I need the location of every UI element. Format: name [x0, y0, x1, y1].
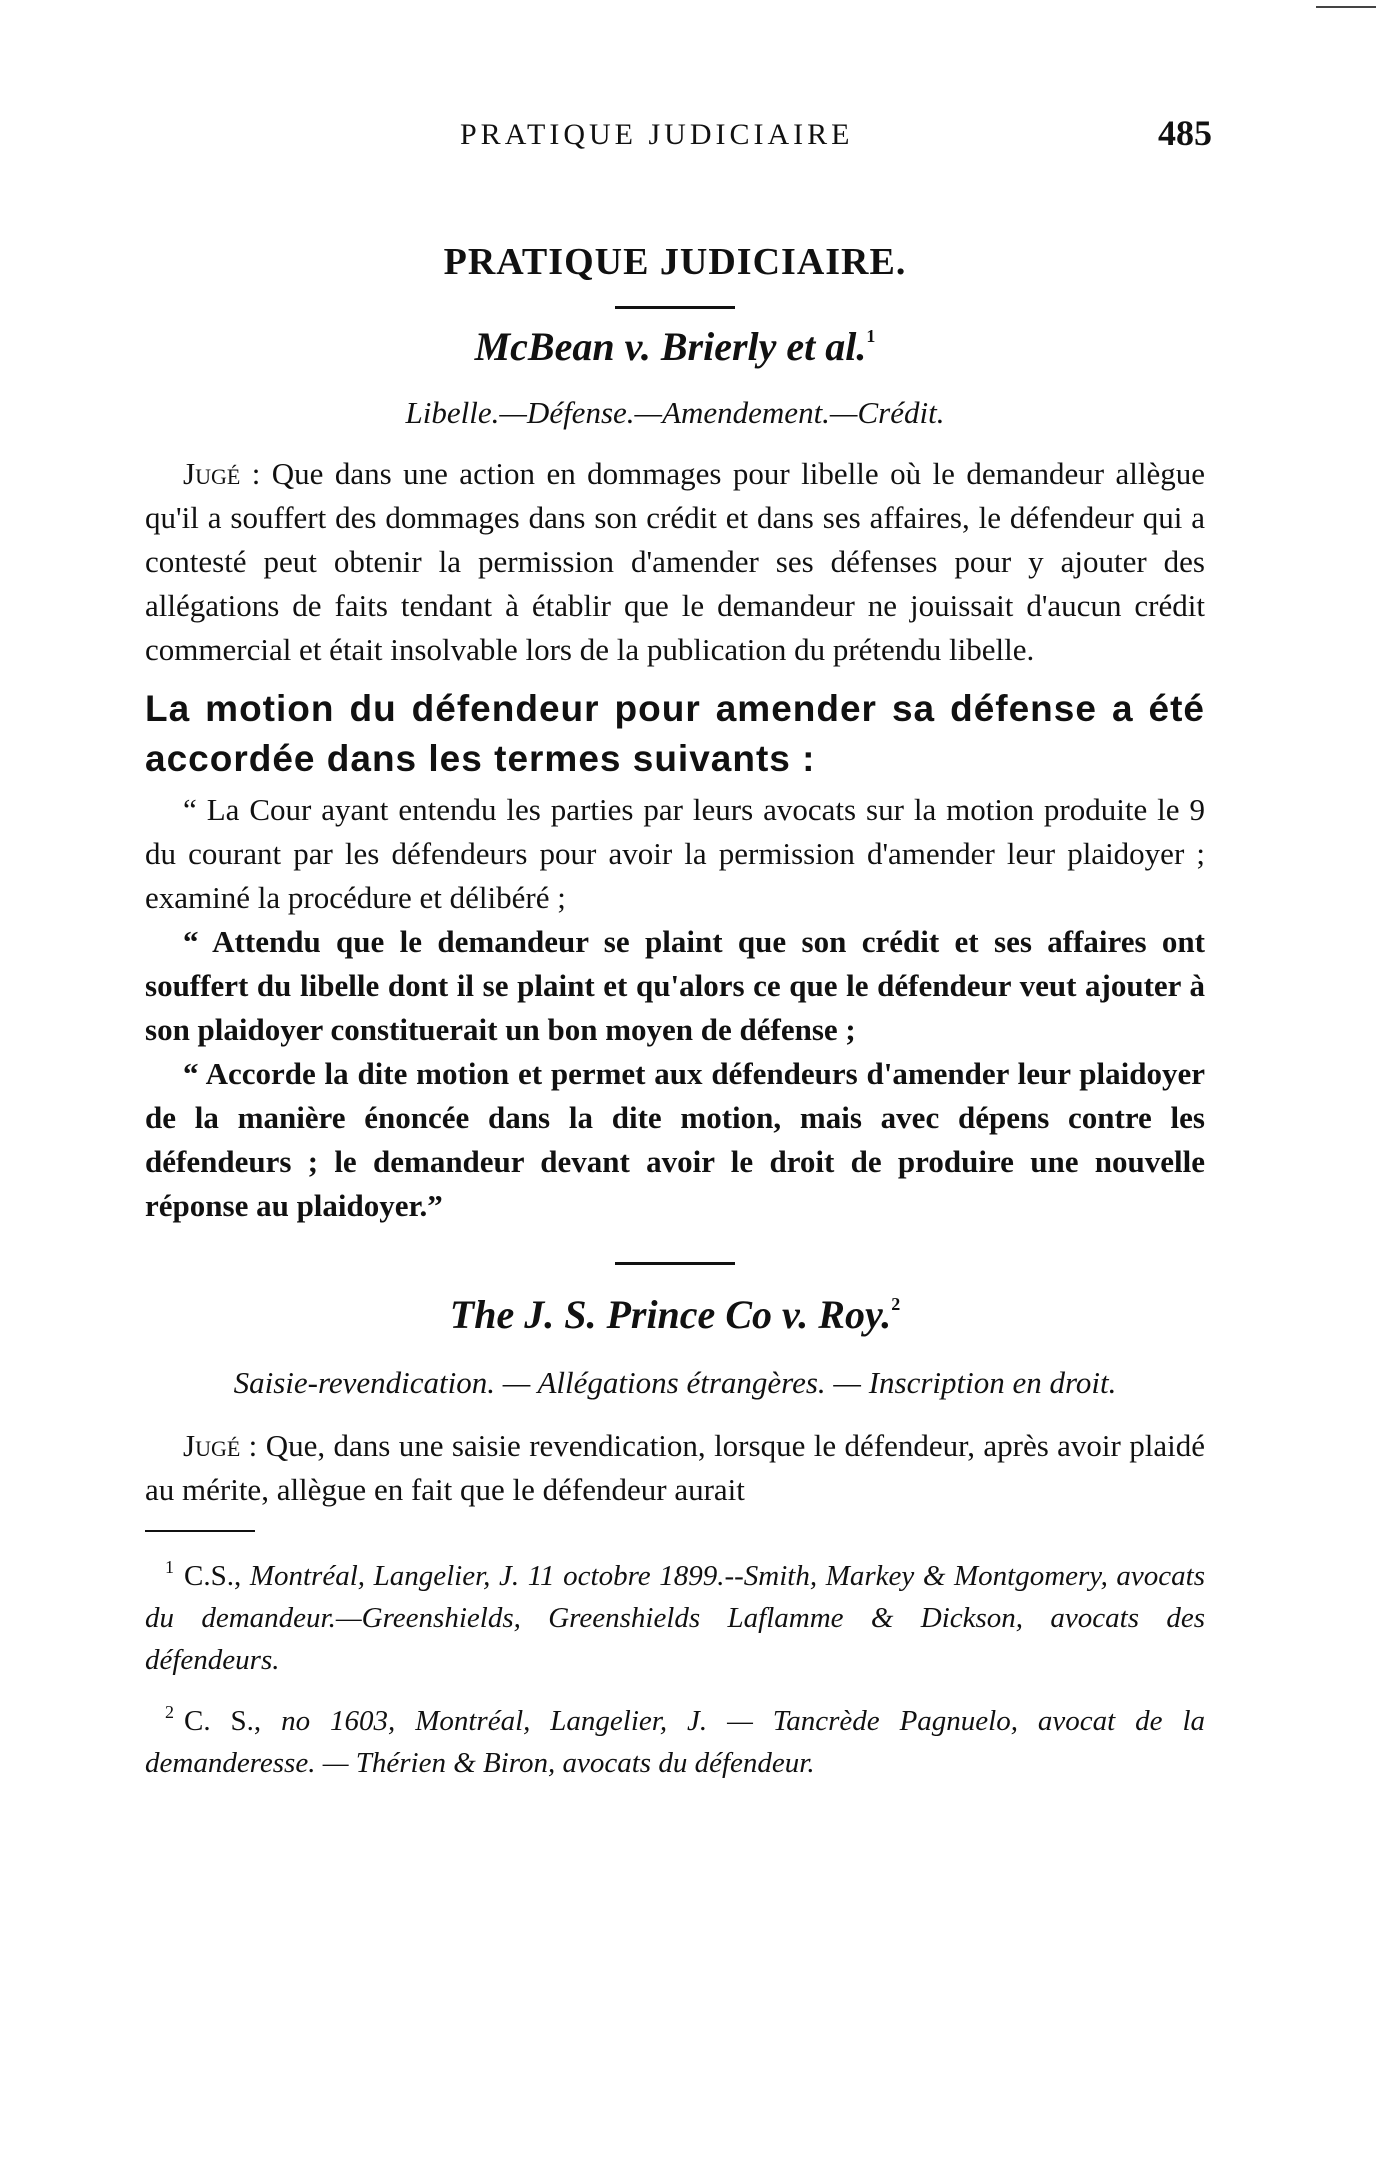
footnote-2-text: no 1603, Montréal, Langelier, J. — Tancrède Pagnuelo, avocat de la demanderesse. — Thérien & Biron, avocats du défendeur.: [145, 1705, 1205, 1779]
case-1-quote-2: “ Attendu que le demandeur se plaint que son crédit et ses affaires ont souffert du libelle dont il se plaint et qu'alors ce que le défendeur veut ajouter à son plaidoyer constituerait un bon moyen de défense ;: [145, 924, 1205, 1047]
footnote-2-number: 2: [165, 1702, 174, 1722]
footnote-2: [145, 1691, 1205, 1784]
footnote-1-lead: C.S.,: [184, 1560, 242, 1592]
footnote-rule: [145, 1530, 255, 1532]
case-1-title-text: McBean v. Brierly et al.: [474, 324, 867, 369]
section-title: PRATIQUE JUDICIAIRE.: [443, 241, 907, 283]
title-rule: [615, 306, 735, 309]
case-1-quote-1: “ La Cour ayant entendu les parties par leurs avocats sur la motion produite le 9 du courant par les défendeurs pour avoir la permission d'amender leur plaidoyer ; examiné la procédure et délibéré ;: [145, 792, 1205, 915]
case-2-holding: [145, 1424, 1205, 1512]
footnote-1: [145, 1546, 1205, 1681]
case-2-subject: Saisie-revendication. — Allégations étrangères. — Inscription en droit.: [233, 1365, 1117, 1400]
case-separator-rule: [615, 1262, 735, 1265]
running-title: PRATIQUE JUDICIAIRE: [460, 118, 854, 151]
page-content: [145, 240, 1205, 1794]
case-1-holding-text: Que dans une action en dommages pour libelle où le demandeur allègue qu'il a souffert des dommages dans son crédit et dans ses affaires, le défendeur qui a contesté peut obtenir la permission d'amender ses défenses pour y ajouter des allégations de faits tendant à établir que le demandeur ne jouissait d'aucun crédit commercial et était insolvable lors de la publication du prétendu libelle.: [145, 456, 1205, 667]
running-header: [150, 112, 1212, 162]
case-1-note-ref: 1: [866, 326, 876, 346]
case-2-holding-text: Que, dans une saisie revendication, lorsque le défendeur, après avoir plaidé au mérite, allègue en fait que le défendeur aurait: [145, 1428, 1206, 1507]
case-2-juge-label: Jugé :: [183, 1428, 258, 1463]
footnote-1-text: Montréal, Langelier, J. 11 octobre 1899.--Smith, Markey & Montgomery, avocats du demandeur.—Greenshields, Greenshields Laflamme & Dickson, avocats des défendeurs.: [145, 1560, 1206, 1676]
case-2-note-ref: 2: [891, 1294, 901, 1314]
case-2-title-text: The J. S. Prince Co v. Roy.: [449, 1292, 892, 1337]
case-1-lead-in: La motion du défendeur pour amender sa défense a été accordée dans les termes suivants :: [145, 688, 1205, 779]
case-1-quote-3: “ Accorde la dite motion et permet aux défendeurs d'amender leur plaidoyer de la manière énoncée dans la dite motion, mais avec dépens contre les défendeurs ; le demandeur devant avoir le droit de produire une nouvelle réponse au plaidoyer.”: [145, 1056, 1205, 1223]
case-1-subject: Libelle.—Défense.—Amendement.—Crédit.: [405, 395, 945, 430]
page-edge-line: [1316, 6, 1376, 8]
footnote-2-lead: C. S.,: [184, 1705, 262, 1737]
case-1-holding: [145, 452, 1205, 672]
page-number: 485: [1158, 113, 1212, 153]
case-2-title: [145, 1291, 1205, 1338]
footnote-1-number: 1: [165, 1557, 174, 1577]
case-1-juge-label: Jugé :: [183, 456, 261, 491]
case-1-title: [145, 323, 1205, 370]
